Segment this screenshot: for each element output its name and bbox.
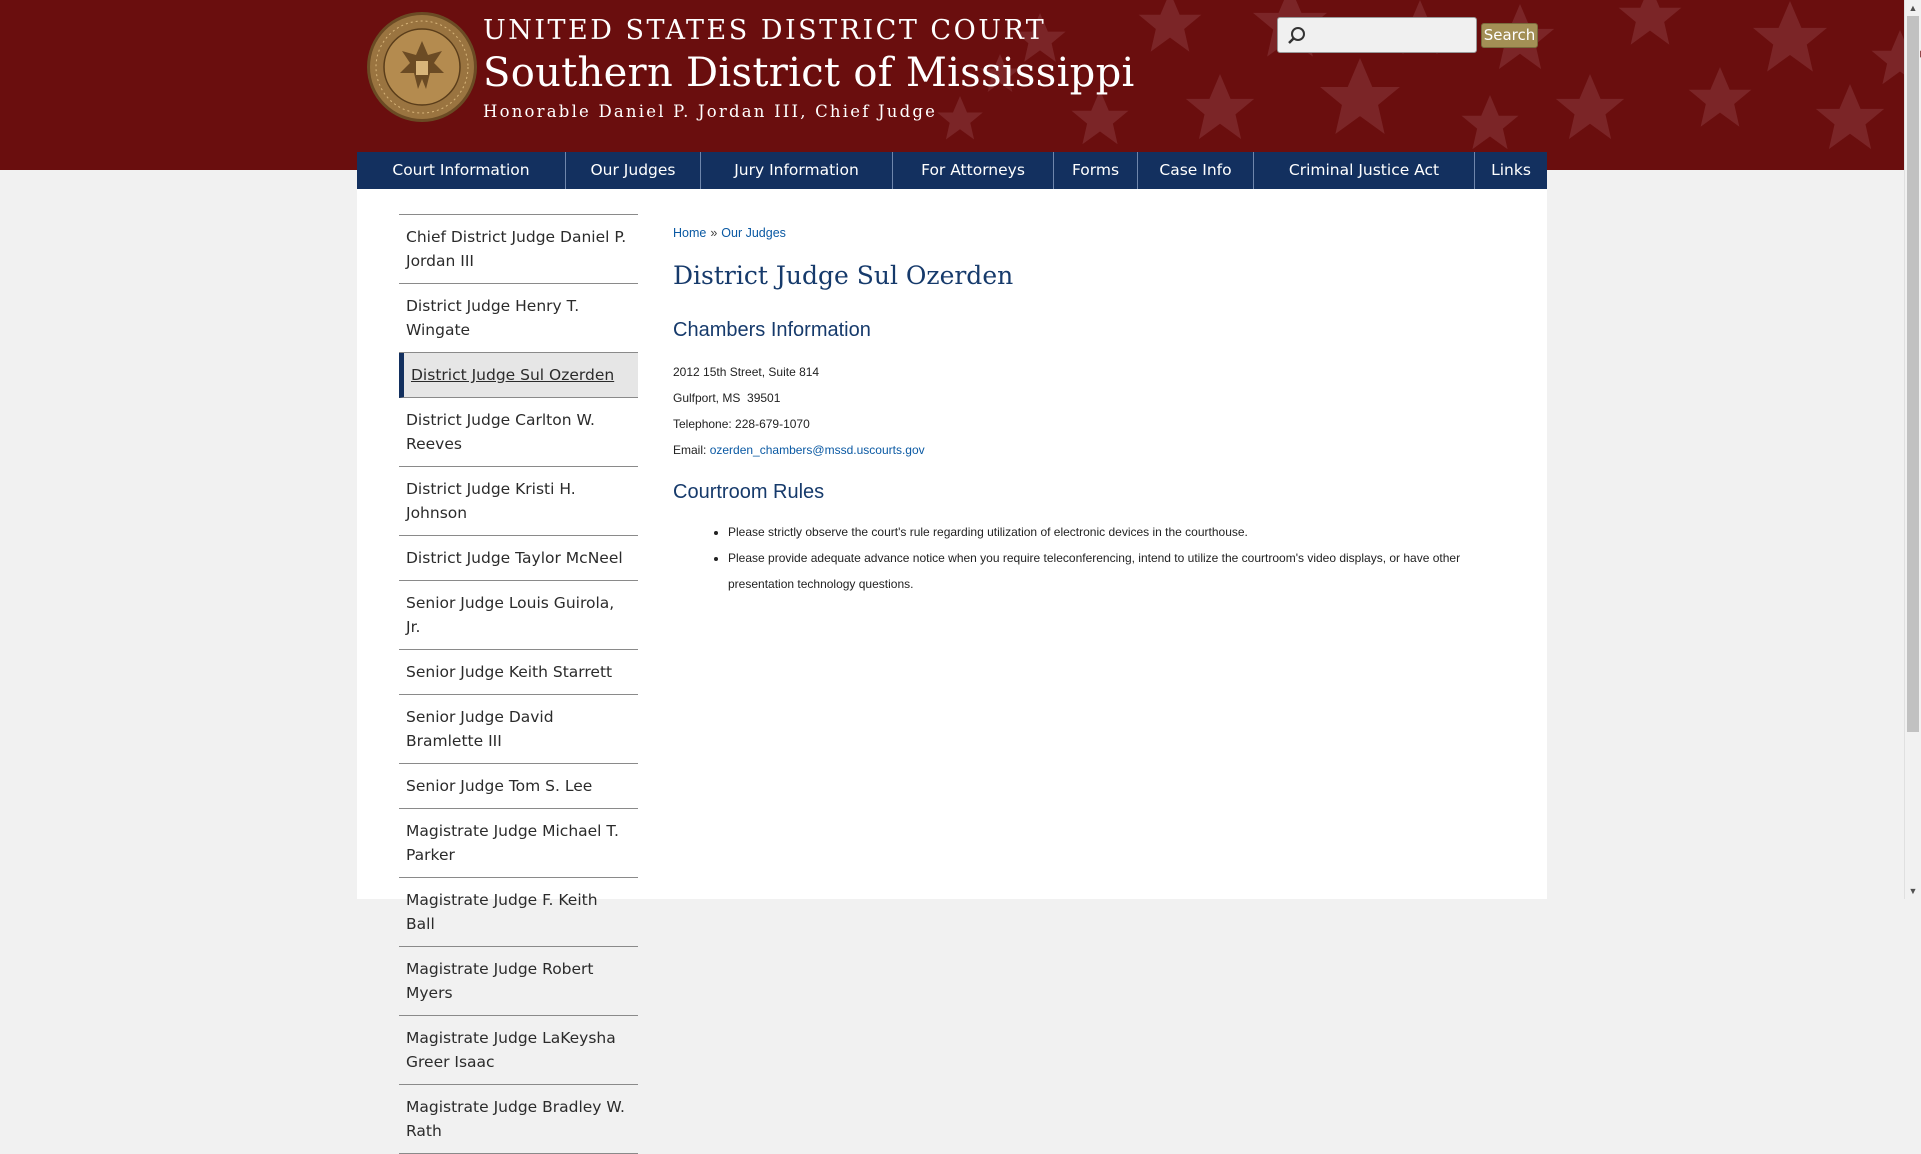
list-item: • Please strictly observe the court's rule regarding utilization of electronic devices in the courthouse. (728, 519, 1510, 545)
nav-forms[interactable]: Forms (1054, 152, 1138, 189)
courtroom-rules-list (710, 519, 1510, 597)
breadcrumb-home-link[interactable]: Home (673, 226, 707, 240)
sidebar-item-guirola[interactable]: Senior Judge Louis Guirola, Jr. (399, 581, 638, 650)
nav-case-info[interactable]: Case Info (1138, 152, 1254, 189)
search-box (1277, 17, 1477, 53)
address-line-2: Gulfport, MS 39501 (673, 391, 781, 405)
court-name: UNITED STATES DISTRICT COURT (483, 15, 1047, 46)
nav-for-attorneys[interactable]: For Attorneys (893, 152, 1054, 189)
sidebar-item-ozerden[interactable]: District Judge Sul Ozerden (399, 353, 638, 398)
sidebar-item-lee[interactable]: Senior Judge Tom S. Lee (399, 764, 638, 809)
nav-links[interactable]: Links (1491, 161, 1531, 179)
page-title: District Judge Sul Ozerden (673, 261, 1014, 290)
courtroom-rules-heading: Courtroom Rules (673, 481, 825, 503)
email-line (673, 443, 925, 457)
main-nav (357, 152, 1547, 189)
scroll-down-arrow-icon[interactable]: ▼ (1908, 886, 1918, 896)
content-panel (357, 189, 1547, 1140)
list-item: • Please provide adequate advance notice when you require teleconferencing, intend to utilize the courtroom's video displays, or have other presentation technology questions. (728, 545, 1510, 597)
scroll-up-arrow-icon[interactable]: ▲ (1908, 3, 1918, 13)
sidebar-item-parker[interactable]: Magistrate Judge Michael T. Parker (399, 809, 638, 878)
header-banner (0, 0, 1904, 170)
nav-court-information[interactable]: Court Information (357, 152, 566, 189)
sidebar-item-bramlette[interactable]: Senior Judge David Bramlette III (399, 695, 638, 764)
sidebar-item-rath[interactable]: Magistrate Judge Bradley W. Rath (399, 1085, 638, 1154)
sidebar-item-jordan[interactable]: Chief District Judge Daniel P. Jordan III (399, 215, 638, 284)
nav-our-judges[interactable]: Our Judges (566, 152, 701, 189)
email-link[interactable]: ozerden_chambers@mssd.uscourts.gov (709, 443, 925, 457)
sidebar-item-reeves[interactable]: District Judge Carlton W. Reeves (399, 398, 638, 467)
header-content (357, 0, 1547, 170)
search-icon (1286, 25, 1308, 47)
scrollbar-thumb[interactable] (1907, 16, 1919, 732)
sidebar-item-wingate[interactable]: District Judge Henry T. Wingate (399, 284, 638, 353)
breadcrumb-separator: » (710, 226, 718, 240)
sidebar-item-starrett[interactable]: Senior Judge Keith Starrett (399, 650, 638, 695)
search-input[interactable] (1312, 22, 1472, 48)
court-seal-icon[interactable] (366, 11, 478, 123)
sidebar-item-johnson[interactable]: District Judge Kristi H. Johnson (399, 467, 638, 536)
judges-sidebar (399, 214, 638, 1154)
sidebar-item-isaac[interactable]: Magistrate Judge LaKeysha Greer Isaac (399, 1016, 638, 1085)
email-label: Email: (673, 443, 710, 457)
district-name[interactable]: Southern District of Mississippi (483, 50, 1135, 96)
sidebar-item-ball[interactable]: Magistrate Judge F. Keith Ball (399, 878, 638, 947)
chief-judge-line: Honorable Daniel P. Jordan III, Chief Judge (483, 102, 938, 121)
chambers-heading: Chambers Information (673, 319, 871, 341)
search-button[interactable]: Search (1481, 23, 1538, 48)
address-line-1: 2012 15th Street, Suite 814 (673, 365, 820, 379)
vertical-scrollbar[interactable] (1904, 0, 1920, 899)
nav-jury-information[interactable]: Jury Information (701, 152, 893, 189)
sidebar-item-mcneel[interactable]: District Judge Taylor McNeel (399, 536, 638, 581)
breadcrumb-our-judges-link[interactable]: Our Judges (721, 226, 786, 240)
telephone: Telephone: 228-679-1070 (673, 417, 810, 431)
breadcrumb (673, 226, 786, 240)
nav-criminal-justice-act[interactable]: Criminal Justice Act (1254, 152, 1475, 189)
sidebar-item-myers[interactable]: Magistrate Judge Robert Myers (399, 947, 638, 1016)
